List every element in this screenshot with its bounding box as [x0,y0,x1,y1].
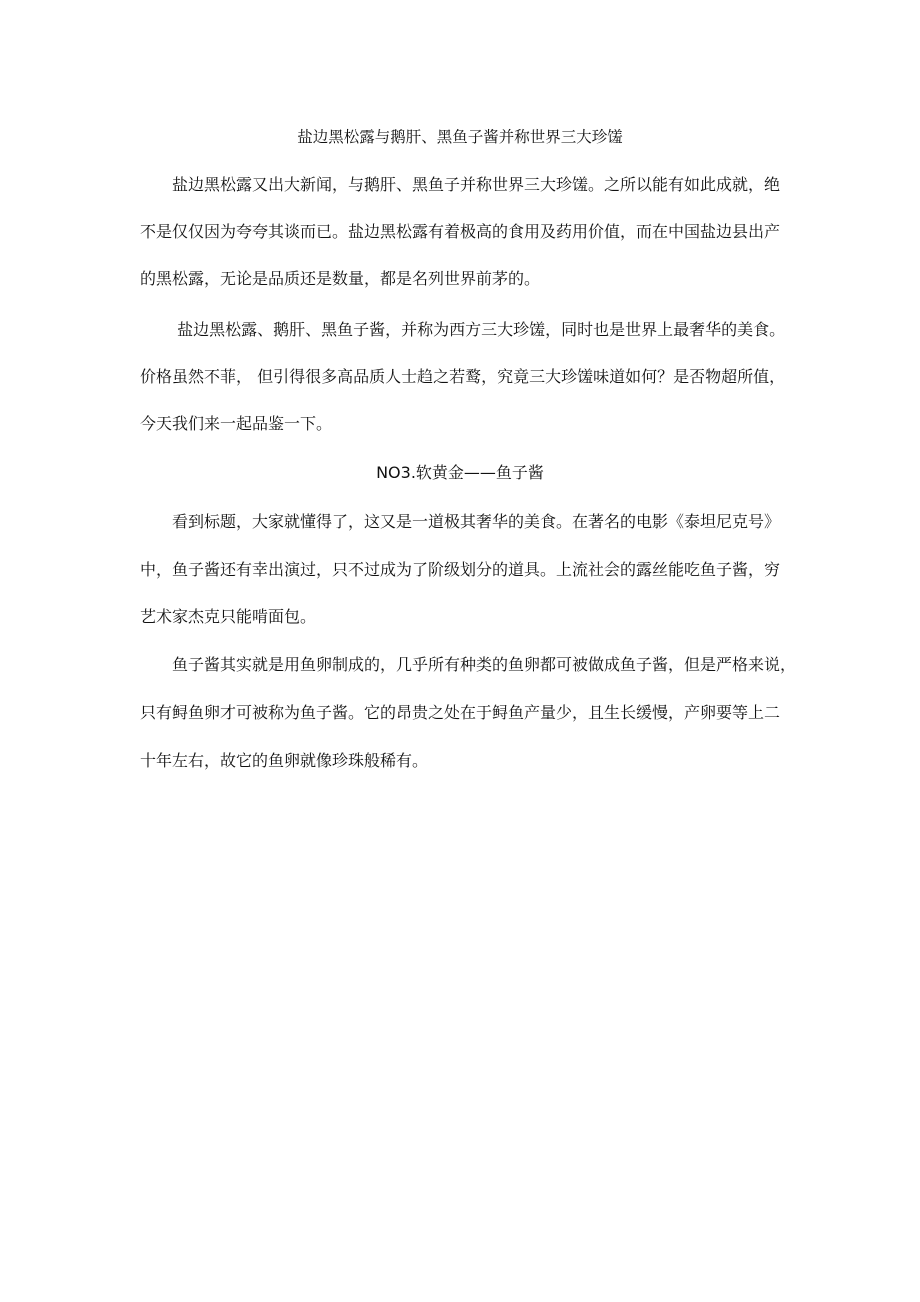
paragraph-line: 鱼子酱其实就是用鱼卵制成的，几乎所有种类的鱼卵都可被做成鱼子酱，但是严格来说， [140,655,797,674]
paragraph-line: 盐边黑松露、鹅肝、黑鱼子酱，并称为西方三大珍馐，同时也是世界上最奢华的美食。 [140,320,786,339]
paragraph-line: 十年左右，故它的鱼卵就像珍珠般稀有。 [140,751,429,770]
paragraph-line: 价格虽然不菲， 但引得很多高品质人士趋之若鹜，究竟三大珍馐味道如何？是否物超所值， [140,367,786,386]
paragraph-line: 今天我们来一起品鉴一下。 [140,414,333,433]
document-title: 盐边黑松露与鹅肝、黑鱼子酱并称世界三大珍馐 [297,128,623,146]
paragraph-line: 只有鲟鱼卵才可被称为鱼子酱。它的昂贵之处在于鲟鱼产量少，且生长缓慢，产卵要等上二 [140,703,781,722]
paragraph-line: 不是仅仅因为夸夸其谈而已。盐边黑松露有着极高的食用及药用价值，而在中国盐边县出产 [140,222,781,241]
paragraph-line: 盐边黑松露又出大新闻，与鹅肝、黑鱼子并称世界三大珍馐。之所以能有如此成就，绝 [140,175,781,194]
section-heading: NO3.软黄金——鱼子酱 [376,463,544,482]
paragraph-line: 的黑松露，无论是品质还是数量，都是名列世界前茅的。 [140,269,541,288]
paragraph-line: 艺术家杰克只能啃面包。 [140,607,317,626]
paragraph-line: 中，鱼子酱还有幸出演过，只不过成为了阶级划分的道具。上流社会的露丝能吃鱼子酱，穷 [140,560,781,579]
paragraph-line: 看到标题，大家就懂得了，这又是一道极其奢华的美食。在著名的电影《泰坦尼克号》 [140,512,781,531]
